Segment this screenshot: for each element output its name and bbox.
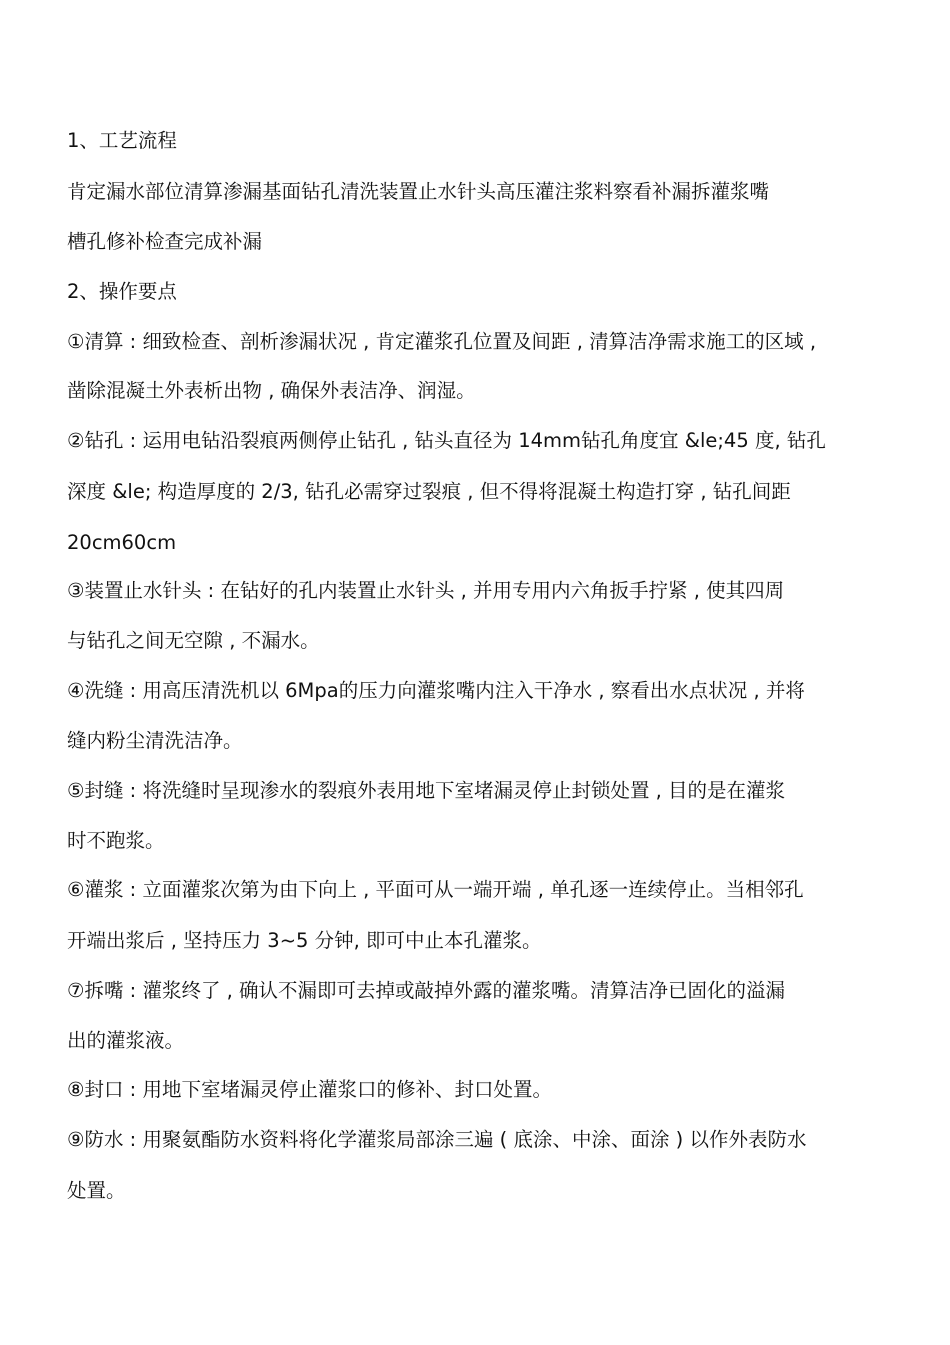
text-line: 时不跑浆。 [67,829,165,852]
text-line: 开端出浆后 , 坚持压力 3~5 分钟, 即可中止本孔灌浆。 [67,929,542,952]
text-line: 20cm60cm [67,531,177,554]
text-line: ②钻孔 : 运用电钻沿裂痕两侧停止钻孔 , 钻头直径为 14mm钻孔角度宜 &le;45 度, 钻孔 [67,429,826,452]
text-line: 槽孔修补检查完成补漏 [67,230,263,253]
text-line: 与钻孔之间无空隙 , 不漏水。 [67,629,320,652]
text-line: 凿除混凝土外表析出物 , 确保外表洁净、润湿。 [67,379,476,402]
text-line: ⑥灌浆 : 立面灌浆次第为由下向上 , 平面可从一端开端 , 单孔逐一连续停止。当相邻孔 [67,878,804,901]
text-line: ⑦拆嘴 : 灌浆终了 , 确认不漏即可去掉或敲掉外露的灌浆嘴。清算洁净已固化的溢漏 [67,979,786,1002]
text-line: 缝内粉尘清洗洁净。 [67,729,243,752]
heading-process-flow: 1、工艺流程 [67,129,177,152]
text-line: 出的灌浆液。 [67,1029,185,1052]
text-line: ⑧封口 : 用地下室堵漏灵停止灌浆口的修补、封口处置。 [67,1078,552,1101]
text-line: 肯定漏水部位清算渗漏基面钻孔清洗装置止水针头高压灌注浆料察看补漏拆灌浆嘴 [67,180,770,203]
text-line: ⑨防水 : 用聚氨酯防水资料将化学灌浆局部涂三遍 ( 底涂、中涂、面涂 ) 以作外表防水 [67,1128,807,1151]
text-line: ③装置止水针头 : 在钻好的孔内装置止水针头 , 并用专用内六角扳手拧紧 , 使其四周 [67,579,785,602]
text-line: 深度 &le; 构造厚度的 2/3, 钻孔必需穿过裂痕 , 但不得将混凝土构造打穿 , 钻孔间距 [67,480,791,503]
text-line: ①清算 : 细致检查、剖析渗漏状况 , 肯定灌浆孔位置及间距 , 清算洁净需求施工的区域 , [67,330,817,353]
text-line: 处置。 [67,1179,126,1202]
heading-key-points: 2、操作要点 [67,280,177,303]
text-line: ⑤封缝 : 将洗缝时呈现渗水的裂痕外表用地下室堵漏灵停止封锁处置 , 目的是在灌浆 [67,779,786,802]
text-line: ④洗缝 : 用高压清洗机以 6Mpa的压力向灌浆嘴内注入干净水 , 察看出水点状况 , 并将 [67,679,805,702]
